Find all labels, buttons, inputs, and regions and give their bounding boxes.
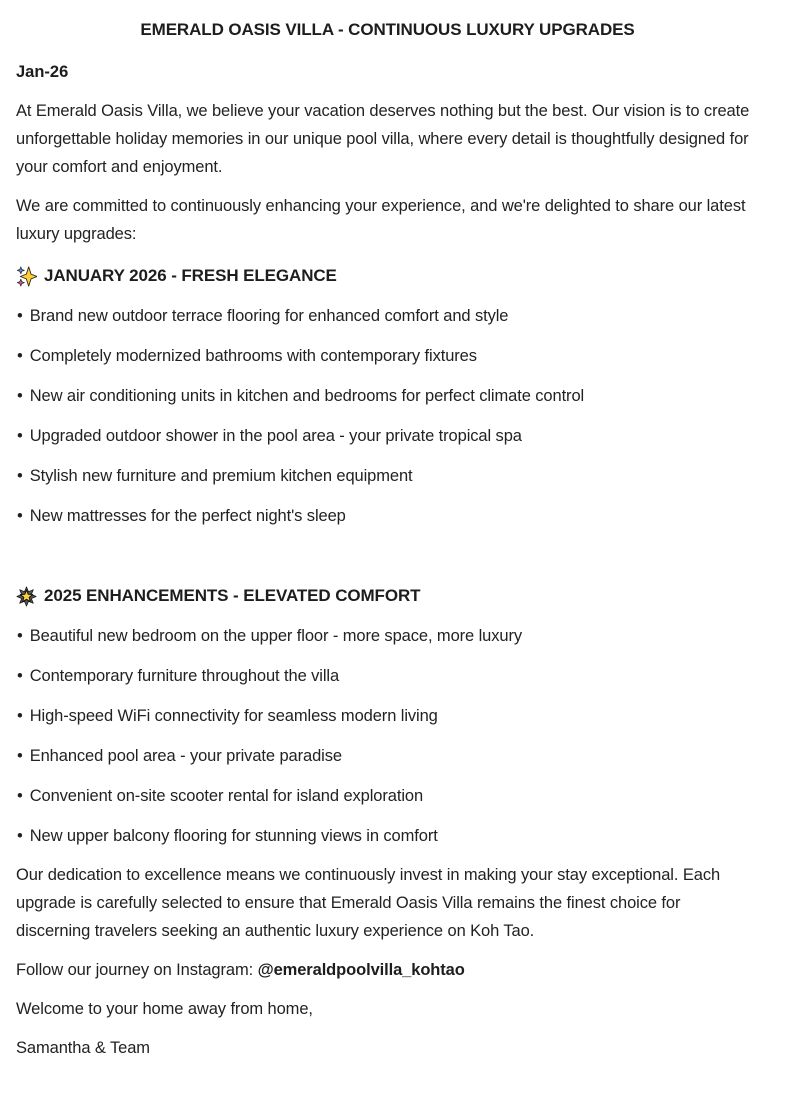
list-item <box>16 422 759 450</box>
list-item <box>16 302 759 330</box>
bullet-marker: • <box>17 507 23 525</box>
list-item <box>16 622 759 650</box>
list-item <box>16 702 759 730</box>
list-item-text: New mattresses for the perfect night's sleep <box>29 507 346 525</box>
list-item-text: Contemporary furniture throughout the villa <box>29 667 340 685</box>
bullet-marker: • <box>17 627 23 645</box>
list-item <box>16 782 759 810</box>
bullet-marker: • <box>17 427 23 445</box>
welcome-line: Welcome to your home away from home, <box>16 1000 313 1018</box>
intro-paragraph-1: At Emerald Oasis Villa, we believe your vacation deserves nothing but the best. Our vision is to create unforgettable holiday memories in our unique pool villa, where every detail is thoughtfully designed for your comfort and enjoyment. <box>16 102 750 176</box>
sparkles-icon <box>16 266 37 287</box>
list-item-text: New upper balcony flooring for stunning views in comfort <box>29 827 438 845</box>
list-item <box>16 382 759 410</box>
section-heading-january-2026 <box>16 262 759 290</box>
bullet-marker: • <box>17 747 23 765</box>
intro-paragraph-2: We are committed to continuously enhancing your experience, and we're delighted to share our latest luxury upgrades: <box>16 197 746 243</box>
list-item-text: High-speed WiFi connectivity for seamless modern living <box>29 707 438 725</box>
section-heading-label: JANUARY 2026 - FRESH ELEGANCE <box>44 266 337 285</box>
bullet-marker: • <box>17 667 23 685</box>
signature: Samantha & Team <box>16 1039 150 1057</box>
bullet-marker: • <box>17 467 23 485</box>
list-item-text: Enhanced pool area - your private paradise <box>29 747 342 765</box>
list-item-text: Completely modernized bathrooms with contemporary fixtures <box>29 347 477 365</box>
list-item <box>16 502 759 530</box>
bullet-marker: • <box>17 307 23 325</box>
list-item-text: Upgraded outdoor shower in the pool area - your private tropical spa <box>29 427 522 445</box>
listing-description <box>16 18 759 1062</box>
list-item-text: New air conditioning units in kitchen and bedrooms for perfect climate control <box>29 387 585 405</box>
instagram-handle: @emeraldpoolvilla_kohtao <box>257 961 465 979</box>
section-heading-label: 2025 ENHANCEMENTS - ELEVATED COMFORT <box>44 586 421 605</box>
list-item-text: Stylish new furniture and premium kitchen equipment <box>29 467 413 485</box>
glowing-star-icon <box>16 586 37 607</box>
bullet-marker: • <box>17 707 23 725</box>
instagram-label: Follow our journey on Instagram: <box>16 961 258 979</box>
list-item-text: Brand new outdoor terrace flooring for enhanced comfort and style <box>29 307 509 325</box>
bullet-marker: • <box>17 347 23 365</box>
instagram-line <box>16 956 759 984</box>
list-item <box>16 742 759 770</box>
bullet-marker: • <box>17 787 23 805</box>
closing-paragraph: Our dedication to excellence means we continuously invest in making your stay exceptional. Each upgrade is carefully selected to ensure that Emerald Oasis Villa remains the finest choice for discerning travelers seeking an authentic luxury experience on Koh Tao. <box>16 866 721 940</box>
list-item <box>16 822 759 850</box>
bullet-marker: • <box>17 827 23 845</box>
list-item <box>16 342 759 370</box>
page-title: EMERALD OASIS VILLA - CONTINUOUS LUXURY UPGRADES <box>140 20 635 39</box>
section-heading-2025-enhancements <box>16 582 759 610</box>
list-item-text: Beautiful new bedroom on the upper floor - more space, more luxury <box>29 627 523 645</box>
list-item <box>16 662 759 690</box>
list-item <box>16 462 759 490</box>
bullet-marker: • <box>17 387 23 405</box>
date-label: Jan-26 <box>16 63 69 81</box>
list-item-text: Convenient on-site scooter rental for island exploration <box>29 787 424 805</box>
